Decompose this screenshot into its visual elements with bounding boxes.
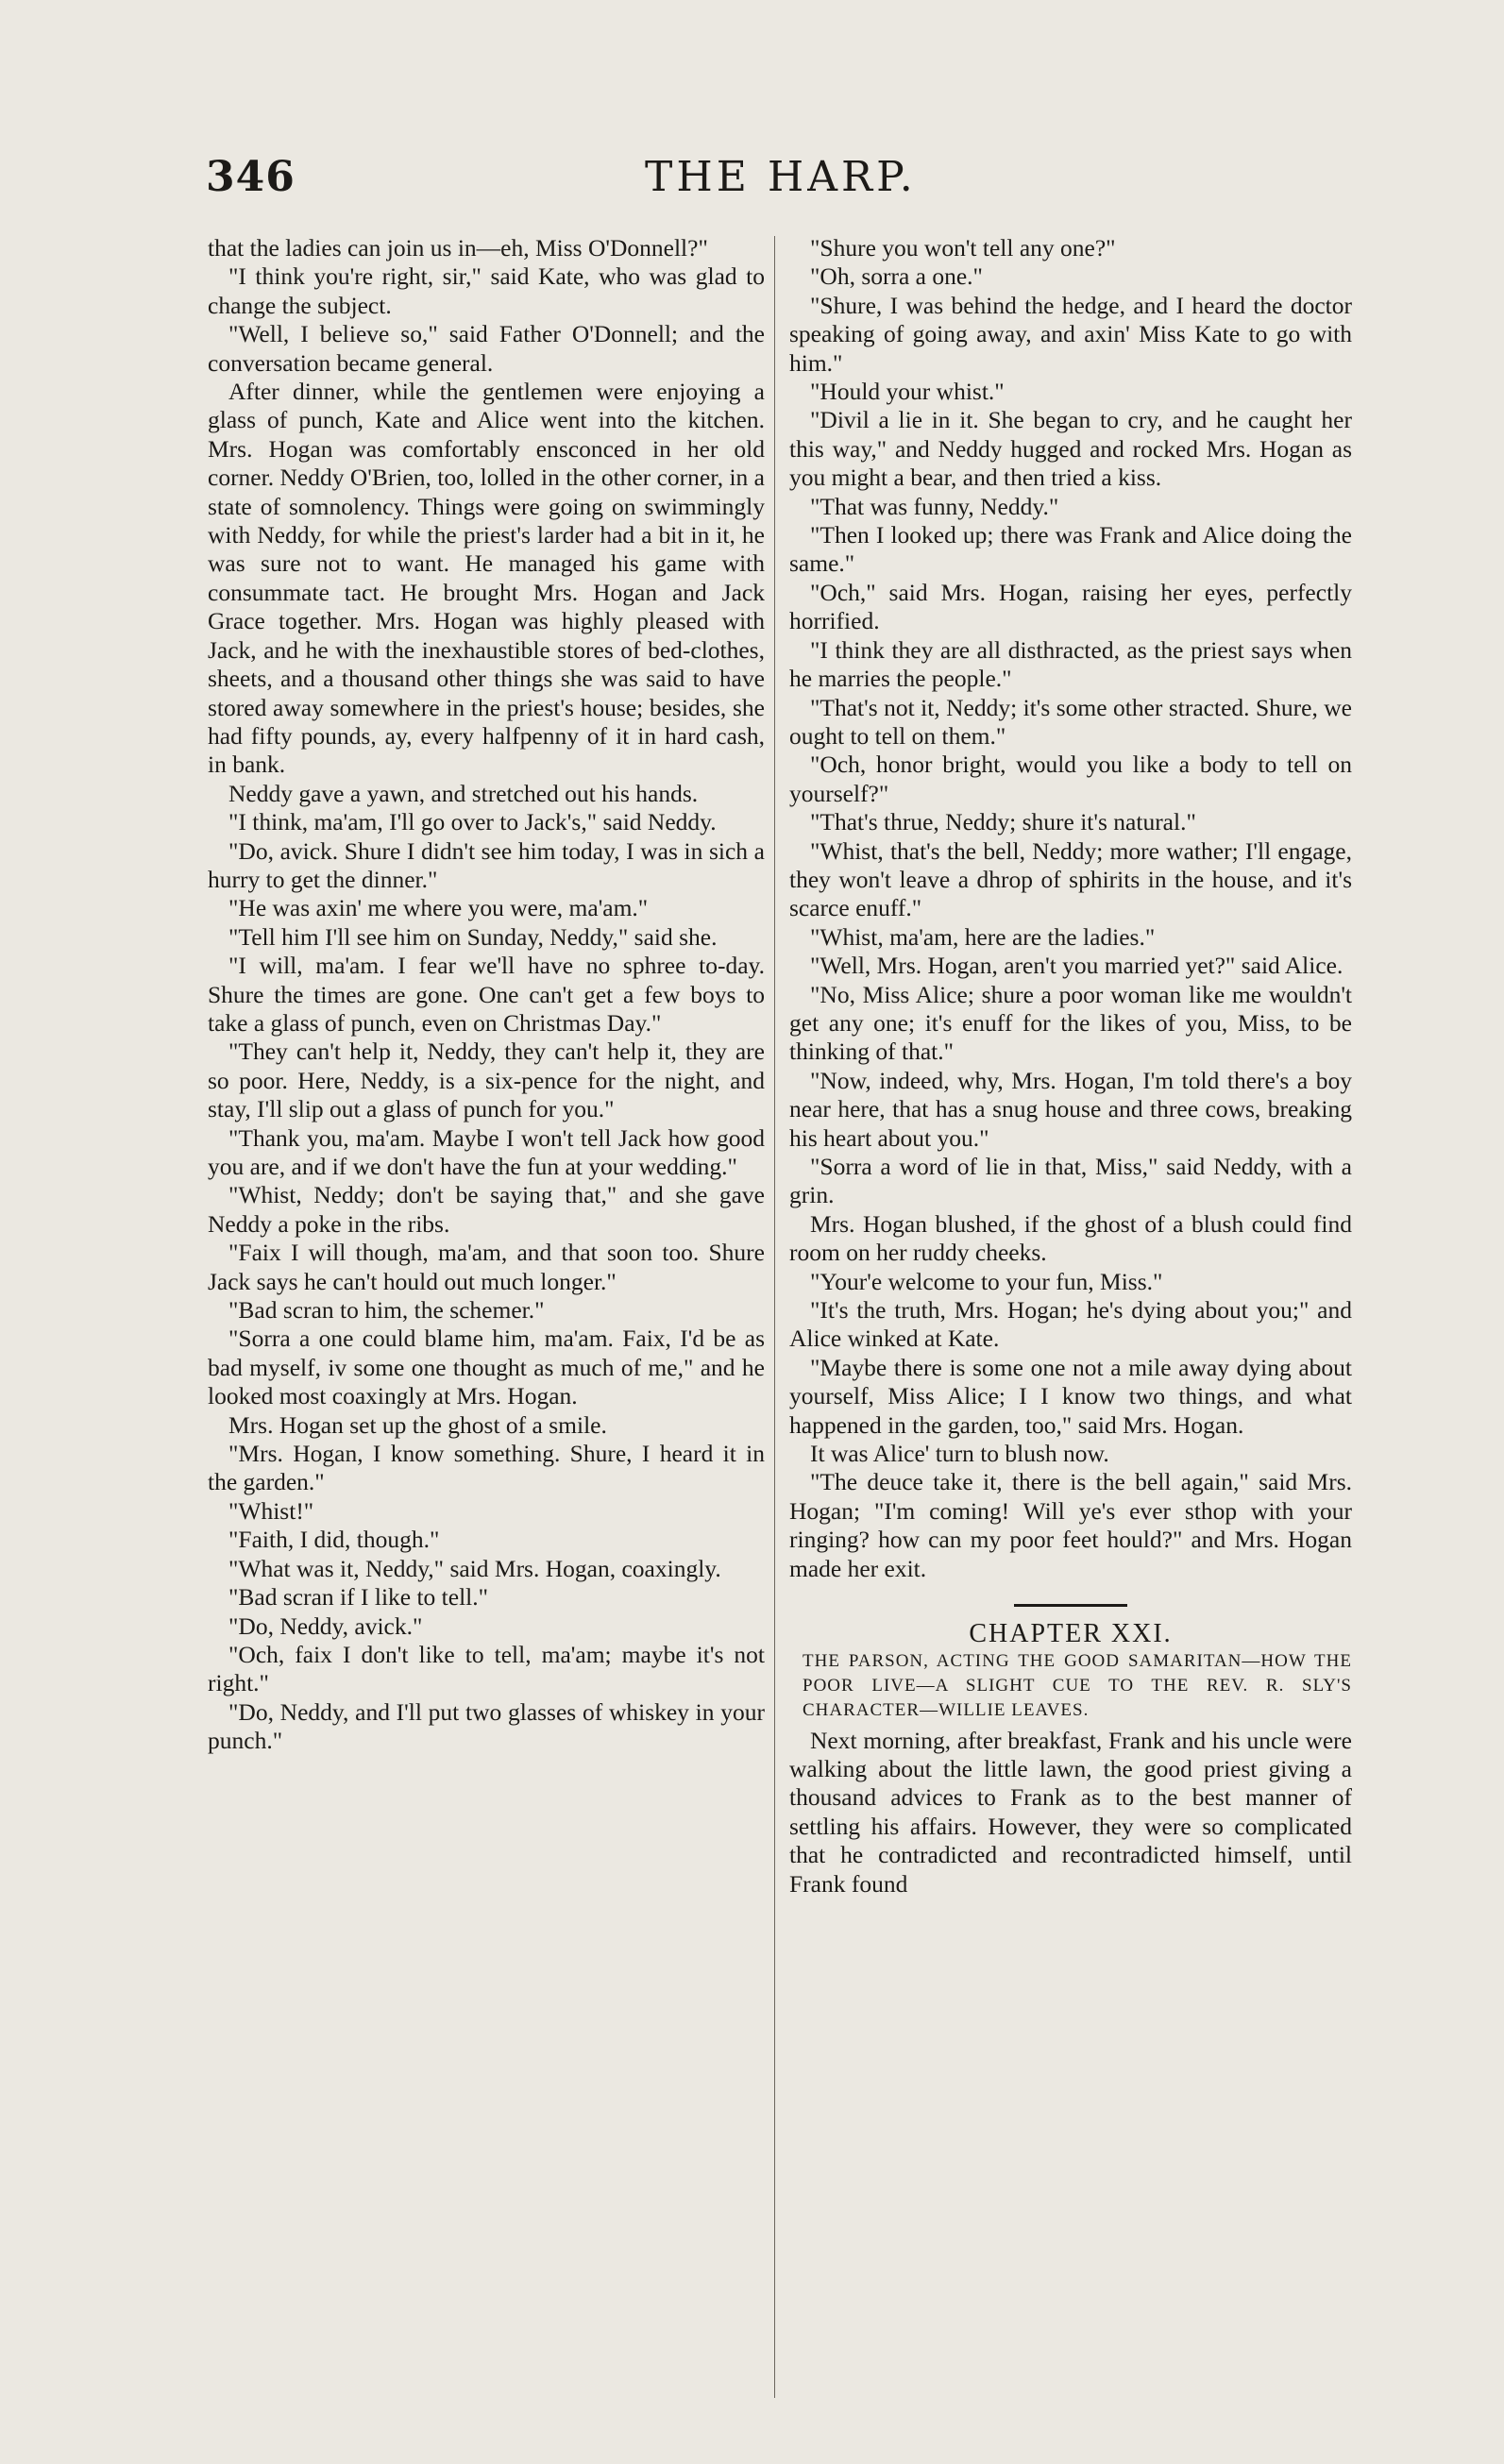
paragraph: "Do, avick. Shure I didn't see him today, I was in sich a hurry to get the dinner." (208, 836, 765, 893)
paragraph: "Sorra a word of lie in that, Miss," said Neddy, with a grin. (789, 1153, 1352, 1209)
paragraph: "Faith, I did, though." (228, 1526, 440, 1554)
paragraph: "Sorra a one could blame him, ma'am. Faix, I'd be as bad myself, iv some one thought as much of me," and he looked most coaxingly at Mrs. Hogan. (208, 1325, 765, 1410)
paragraph: "Maybe there is some one not a mile away dying about yourself, Miss Alice; I I know two things, and what happened in the garden, too," said Mrs. Hogan. (789, 1353, 1352, 1439)
page-header (206, 153, 1348, 210)
paragraph: "Oh, sorra a one." (810, 262, 983, 291)
paragraph: It was Alice' turn to blush now. (810, 1440, 1109, 1468)
paragraph: "The deuce take it, there is the bell again," said Mrs. Hogan; "I'm coming! Will ye's ever sthop with your ringing? how can my poor feet hould?" and Mrs. Hogan made her exit. (789, 1468, 1352, 1582)
paragraph: Neddy gave a yawn, and stretched out his hands. (228, 779, 699, 807)
paragraph: Mrs. Hogan set up the ghost of a smile. (228, 1410, 607, 1439)
paragraph: "Och, faix I don't like to tell, ma'am; maybe it's not right." (208, 1640, 765, 1697)
paragraph: "He was axin' me where you were, ma'am." (228, 894, 649, 922)
paragraph: "I think you're right, sir," said Kate, who was glad to change the subject. (208, 262, 765, 319)
paragraph: "Well, Mrs. Hogan, aren't you married yet?" said Alice. (810, 952, 1343, 980)
paragraph: "Whist, Neddy; don't be saying that," and she gave Neddy a poke in the ribs. (208, 1181, 765, 1238)
right-column-paragraphs (789, 234, 1352, 1583)
paragraph: "Shure, I was behind the hedge, and I heard the doctor speaking of going away, and axin' Miss Kate to go with him." (789, 291, 1352, 377)
paragraph: "No, Miss Alice; shure a poor woman like me wouldn't get any one; it's enuff for the likes of you, Miss, to be thinking of that." (789, 980, 1352, 1066)
paragraph: "Do, Neddy, avick." (228, 1612, 423, 1640)
chapter-separator (1014, 1604, 1127, 1607)
page-number: 346 (206, 153, 296, 201)
paragraph: "That's thrue, Neddy; shure it's natural." (810, 808, 1196, 836)
paragraph: "What was it, Neddy," said Mrs. Hogan, coaxingly. (228, 1554, 721, 1582)
paragraph: "Now, indeed, why, Mrs. Hogan, I'm told there's a boy near here, that has a snug house and three cows, breaking his heart about you." (789, 1066, 1352, 1152)
journal-title: THE HARP. (645, 153, 917, 201)
paragraph: "I will, ma'am. I fear we'll have no sphree to-day. Shure the times are gone. One can't get a few boys to take a glass of punch, even on Christmas Day." (208, 952, 765, 1037)
paragraph: "Bad scran if I like to tell." (228, 1583, 489, 1612)
paragraph: "Whist!" (228, 1496, 314, 1525)
paragraph: "Bad scran to him, the schemer." (228, 1296, 545, 1325)
paragraph: "Your'e welcome to your fun, Miss." (810, 1267, 1163, 1295)
chapter-title: CHAPTER XXI. (969, 1619, 1173, 1649)
paragraph: "Whist, ma'am, here are the ladies." (810, 922, 1156, 951)
paragraph: "Well, I believe so," said Father O'Donnell; and the conversation became general. (208, 320, 765, 377)
paragraph: Mrs. Hogan blushed, if the ghost of a blush could find room on her ruddy cheeks. (789, 1209, 1352, 1267)
paragraph: "Och, honor bright, would you like a body to tell on yourself?" (789, 751, 1352, 807)
paragraph: "It's the truth, Mrs. Hogan; he's dying about you;" and Alice winked at Kate. (789, 1296, 1352, 1353)
paragraph: "Then I looked up; there was Frank and Alice doing the same." (789, 521, 1352, 578)
paragraph: "Faix I will though, ma'am, and that soon too. Shure Jack says he can't hould out much longer." (208, 1239, 765, 1295)
chapter-summary: THE PARSON, ACTING THE GOOD SAMARITAN—HOW THE POOR LIVE—A SLIGHT CUE TO THE REV. R. SLY'S CHARACTER—WILLIE LEAVES. (803, 1650, 1352, 1720)
paragraph: "I think, ma'am, I'll go over to Jack's," said Neddy. (228, 808, 717, 836)
paragraph: "Shure you won't tell any one?" (810, 234, 1116, 262)
paragraph: "I think they are all disthracted, as the priest says when he marries the people." (789, 635, 1352, 693)
paragraph: "Do, Neddy, and I'll put two glasses of whiskey in your punch." (208, 1697, 765, 1755)
paragraph: "They can't help it, Neddy, they can't help it, they are so poor. Here, Neddy, is a six-pence for the night, and stay, I'll slip out a glass of punch for you." (208, 1038, 765, 1123)
paragraph: "Divil a lie in it. She began to cry, and he caught her this way," and Neddy hugged and rocked Mrs. Hogan as you might a bear, and then tried a kiss. (789, 406, 1352, 492)
chapter-opening-paragraph: Next morning, after breakfast, Frank and his uncle were walking about the little lawn, the good priest giving a thousand advices to Frank as to the best manner of settling his affairs. However, they were so complicated that he contradicted and recontradicted himself, until Frank found (789, 1726, 1352, 1898)
paragraph: "That's not it, Neddy; it's some other stracted. Shure, we ought to tell on them." (789, 693, 1352, 750)
paragraph: "Och," said Mrs. Hogan, raising her eyes, perfectly horrified. (789, 578, 1352, 635)
paragraph: "Mrs. Hogan, I know something. Shure, I heard it in the garden." (208, 1440, 765, 1496)
paragraph: that the ladies can join us in—eh, Miss O'Donnell?" (208, 234, 708, 262)
paragraph: After dinner, while the gentlemen were enjoying a glass of punch, Kate and Alice went into the kitchen. Mrs. Hogan was comfortably ensconced in her old corner. Neddy O'Brien, too, lolled in the other corner, in a state of somnolency. Things were going on swimmingly with Neddy, for while the priest's larder had a bit in it, he was sure not to want. He managed his game with consummate tact. He brought Mrs. Hogan and Jack Grace together. Mrs. Hogan was highly pleased with Jack, and he with the inexhaustible stores of bed-clothes, sheets, and a thousand other things she was said to have stored away somewhere in the priest's house; besides, she had fifty pounds, ay, every halfpenny of it in hard cash, in bank. (208, 378, 765, 779)
paragraph: "Whist, that's the bell, Neddy; more wather; I'll engage, they won't leave a dhrop of sphirits in the house, and it's scarce enuff." (789, 836, 1352, 922)
paragraph: "Thank you, ma'am. Maybe I won't tell Jack how good you are, and if we don't have the fun at your wedding." (208, 1123, 765, 1180)
paragraph: "Tell him I'll see him on Sunday, Neddy," said she. (228, 922, 718, 951)
paragraph: "That was funny, Neddy." (810, 492, 1059, 520)
paragraph: "Hould your whist." (810, 378, 1005, 406)
left-column (208, 234, 765, 2396)
right-column (789, 234, 1352, 2396)
column-rule (774, 236, 775, 2398)
